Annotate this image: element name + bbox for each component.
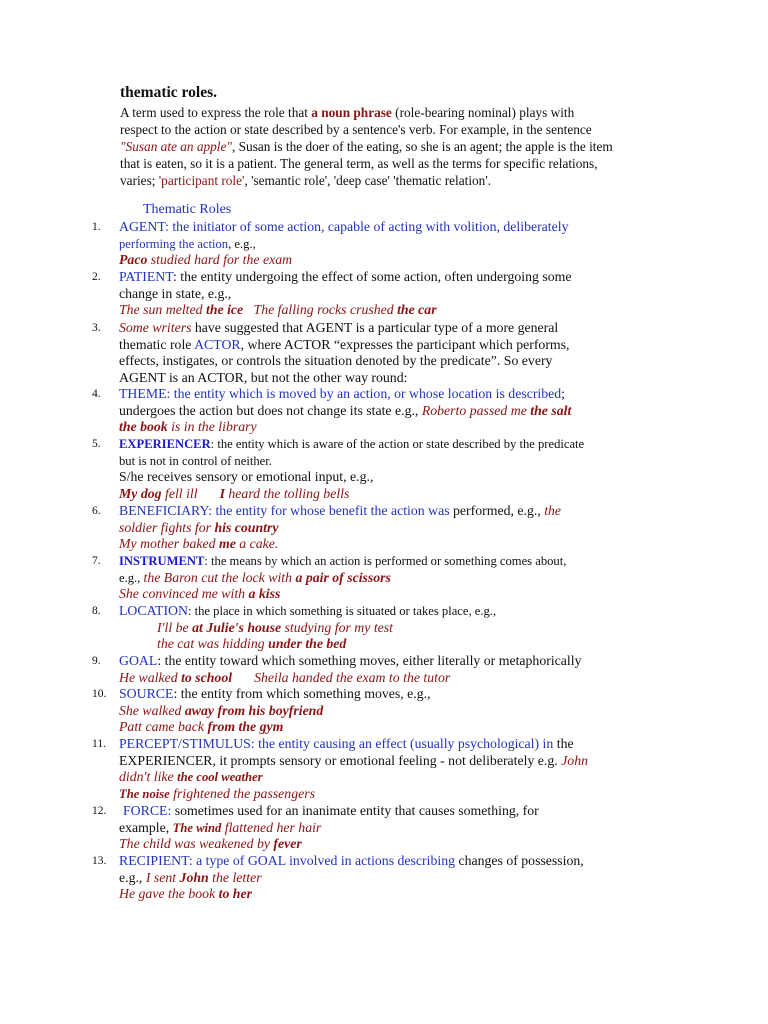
- item-line: [119, 753, 699, 770]
- item-body: [119, 553, 699, 603]
- intro-line: that is eaten, so it is a patient. The general term, as well as the terms for specific relations,: [120, 156, 598, 171]
- item-text: : the means by which an action is performed or something comes about,: [204, 554, 567, 568]
- example-bold: the salt: [530, 402, 572, 418]
- example-bold: The wind: [172, 820, 222, 835]
- example-text: the Baron cut the lock with: [143, 569, 296, 585]
- item-text: e.g.,: [119, 869, 146, 885]
- item-line: [119, 653, 699, 670]
- intro-text: varies;: [120, 173, 159, 188]
- item-line: S/he receives sensory or emotional input, e.g.,: [119, 469, 374, 484]
- item-number: 9.: [92, 655, 101, 667]
- example-bold: I: [219, 485, 225, 501]
- item-body: [119, 269, 699, 319]
- item-number: 2.: [92, 271, 101, 283]
- item-line: effects, instigates, or controls the situation denoted by the predicate”. So every: [119, 353, 553, 368]
- item-example: [119, 586, 699, 603]
- example-text: the letter: [208, 869, 262, 885]
- role-name: FORCE:: [123, 803, 172, 818]
- item-example: [119, 836, 699, 853]
- intro-block: [120, 84, 680, 189]
- example-text: She walked: [119, 702, 185, 718]
- intro-text: , Susan is the doer of the eating, so she is an agent; the apple is the item: [232, 139, 613, 154]
- item-line: [119, 269, 699, 286]
- item-text: changes of possession,: [455, 853, 584, 868]
- intro-line: respect to the action or state described by a sentence's verb. For example, in the sentence: [120, 122, 592, 137]
- role-name: EXPERIENCER: [119, 437, 211, 451]
- item-text: : the entity toward which something moves, either literally or metaphorically: [157, 653, 582, 668]
- item-text: , e.g.,: [228, 236, 256, 251]
- section-title: Thematic Roles: [143, 202, 232, 217]
- example-text: didn't like: [119, 769, 178, 784]
- example-bold: the cool weather: [177, 770, 263, 784]
- role-definition: BENEFICIARY: the entity for whose benefit the action was: [119, 503, 450, 518]
- example-text: The falling rocks crushed: [243, 302, 398, 317]
- item-example: [119, 636, 699, 653]
- intro-line: [120, 172, 680, 189]
- item-line: [119, 736, 699, 753]
- item-text: undergoes the action but does not change its state e.g.,: [119, 402, 422, 418]
- example-text: heard the tolling bells: [224, 485, 350, 501]
- example-text: The child was weakened by: [119, 836, 274, 851]
- item-example: [119, 520, 699, 537]
- role-name: LOCATION: [119, 603, 188, 618]
- item-line: [119, 603, 699, 620]
- example-bold: his country: [214, 519, 279, 535]
- item-number: 6.: [92, 505, 101, 517]
- page-title: thematic roles.: [120, 84, 217, 101]
- example-text: Roberto passed me: [421, 402, 531, 418]
- item-line: [119, 320, 699, 337]
- item-text: sometimes used for an inanimate entity that causes something, for: [171, 803, 539, 818]
- item-line: [119, 386, 699, 403]
- example-bold: a pair of scissors: [295, 569, 391, 585]
- item-line: but is not in control of neither.: [119, 453, 272, 468]
- example-text: studying for my test: [281, 619, 393, 635]
- item-body: [119, 386, 699, 436]
- role-name: ACTOR: [194, 336, 241, 352]
- item-text: the: [553, 736, 574, 751]
- example-text: He gave the book: [119, 886, 219, 901]
- item-line: [119, 853, 699, 870]
- item-example: [119, 670, 699, 687]
- item-body: [119, 736, 699, 802]
- item-body: [119, 686, 699, 736]
- item-example: [119, 486, 699, 503]
- item-text: thematic role: [119, 336, 195, 352]
- item-number: 3.: [92, 322, 101, 334]
- item-number: 5.: [92, 438, 101, 450]
- item-number: 8.: [92, 605, 101, 617]
- example-text: frightened the passengers: [169, 785, 315, 801]
- example-text: is in the library: [167, 419, 257, 434]
- item-line: change in state, e.g.,: [119, 285, 232, 301]
- item-number: 7.: [92, 555, 101, 567]
- example-bold: The noise: [119, 786, 170, 801]
- role-definition: RECIPIENT: a type of GOAL involved in actions describing: [119, 853, 455, 868]
- intro-text: , 'semantic role', 'deep case' 'thematic relation'.: [244, 173, 492, 188]
- item-body: [119, 219, 699, 269]
- item-text: ;: [561, 386, 566, 401]
- item-number: 1.: [92, 221, 101, 233]
- item-text: performing the action: [119, 236, 229, 251]
- example-bold: fever: [273, 836, 302, 851]
- item-line: [119, 236, 699, 253]
- item-example: [119, 886, 699, 903]
- item-line: [119, 436, 699, 453]
- item-text: e.g.,: [119, 570, 144, 585]
- item-text: example,: [119, 819, 173, 835]
- intro-example: "Susan ate an apple": [120, 139, 232, 154]
- item-body: [119, 603, 699, 653]
- example-bold: to her: [218, 886, 252, 901]
- item-line: AGENT is an ACTOR, but not the other way round:: [119, 369, 408, 385]
- item-body: [119, 503, 699, 553]
- item-number: 13.: [92, 855, 107, 867]
- intro-highlight: a noun phrase: [311, 105, 392, 120]
- item-number: 4.: [92, 388, 101, 400]
- role-definition: PERCEPT/STIMULUS: the entity causing an effect (usually psychological) in: [119, 736, 554, 751]
- item-line: [119, 403, 699, 420]
- intro-highlight: 'participant role': [158, 173, 245, 188]
- example-text: soldier fights for: [119, 519, 215, 535]
- example-text: I'll be: [157, 619, 193, 635]
- example-bold: from the gym: [207, 719, 284, 734]
- item-line: [119, 503, 699, 520]
- example-text: Patt came back: [119, 719, 208, 734]
- item-body: [119, 853, 699, 903]
- role-name: PATIENT: [119, 269, 173, 284]
- item-example: [119, 769, 699, 786]
- item-line: [119, 820, 699, 837]
- example-bold: John: [179, 869, 209, 885]
- item-text: have suggested that AGENT is a particular type of a more general: [191, 320, 559, 335]
- item-example: [119, 620, 699, 637]
- item-text: : the place in which something is situated or takes place, e.g.,: [187, 604, 497, 618]
- item-example: [119, 719, 699, 736]
- item-text: EXPERIENCER, it prompts sensory or emotional feeling - not deliberately e.g.: [119, 752, 562, 768]
- example-bold: the ice: [206, 302, 244, 317]
- example-text: My mother baked: [119, 536, 219, 551]
- item-example: [119, 536, 699, 553]
- role-name: INSTRUMENT: [119, 554, 205, 568]
- example-bold: a kiss: [248, 586, 281, 601]
- example-text: a cake.: [235, 536, 279, 551]
- item-example: [119, 419, 699, 436]
- example-text: Sheila handed the exam to the tutor: [254, 669, 451, 685]
- role-name: SOURCE: [119, 686, 174, 701]
- example-bold: to school: [181, 669, 233, 685]
- role-definition: THEME: the entity which is moved by an action, or whose location is described: [119, 386, 562, 401]
- example-bold: me: [219, 536, 236, 551]
- intro-text: (role-bearing nominal) plays with: [391, 105, 575, 120]
- item-number: 12.: [92, 805, 107, 817]
- item-line: [119, 803, 699, 820]
- item-example: [119, 870, 699, 887]
- item-body: [119, 436, 699, 502]
- example-text: He walked: [119, 669, 182, 685]
- item-body: [119, 803, 699, 853]
- example-bold: the book: [119, 419, 168, 434]
- example-text: the: [544, 503, 562, 518]
- item-body: [119, 653, 699, 686]
- example-bold: the car: [397, 302, 437, 317]
- item-example: [119, 786, 699, 803]
- item-body: [119, 320, 699, 386]
- example-bold: My dog: [119, 485, 162, 501]
- example-text: The sun melted: [119, 302, 206, 317]
- item-example: [119, 703, 699, 720]
- item-text: : the entity undergoing the effect of some action, often undergoing some: [173, 269, 572, 284]
- item-line: [119, 686, 699, 703]
- item-example: [119, 252, 699, 269]
- item-line: [119, 553, 699, 570]
- item-text: : the entity from which something moves, e.g.,: [173, 686, 431, 701]
- item-number: 10.: [92, 688, 107, 700]
- example-text: I sent: [145, 869, 180, 885]
- intro-line: [120, 138, 680, 155]
- example-text: fell ill: [161, 485, 198, 501]
- example-text: studied hard for the exam: [147, 252, 293, 267]
- example-text: John: [561, 752, 589, 768]
- example-text: Some writers: [119, 320, 192, 335]
- item-text: : the entity which is aware of the action or state described by the predicate: [210, 437, 585, 451]
- item-number: 11.: [92, 738, 106, 750]
- item-line: AGENT: the initiator of some action, capable of acting with volition, deliberately: [119, 219, 569, 234]
- example-bold: away from his boyfriend: [184, 702, 324, 718]
- example-text: the cat was hidding: [157, 636, 269, 651]
- example-bold: Paco: [119, 252, 148, 267]
- item-text: performed, e.g.,: [449, 503, 545, 518]
- intro-line: [120, 104, 680, 121]
- item-line: [119, 570, 699, 587]
- item-example: [119, 302, 699, 319]
- item-line: [119, 337, 699, 354]
- example-bold: under the bed: [268, 636, 347, 651]
- example-text: She convinced me with: [119, 586, 249, 601]
- role-name: GOAL: [119, 653, 158, 668]
- item-text: , where ACTOR “expresses the participant which performs,: [240, 336, 570, 352]
- example-text: flattened her hair: [221, 819, 322, 835]
- example-bold: at Julie's house: [192, 619, 282, 635]
- intro-text: A term used to express the role that: [120, 105, 312, 120]
